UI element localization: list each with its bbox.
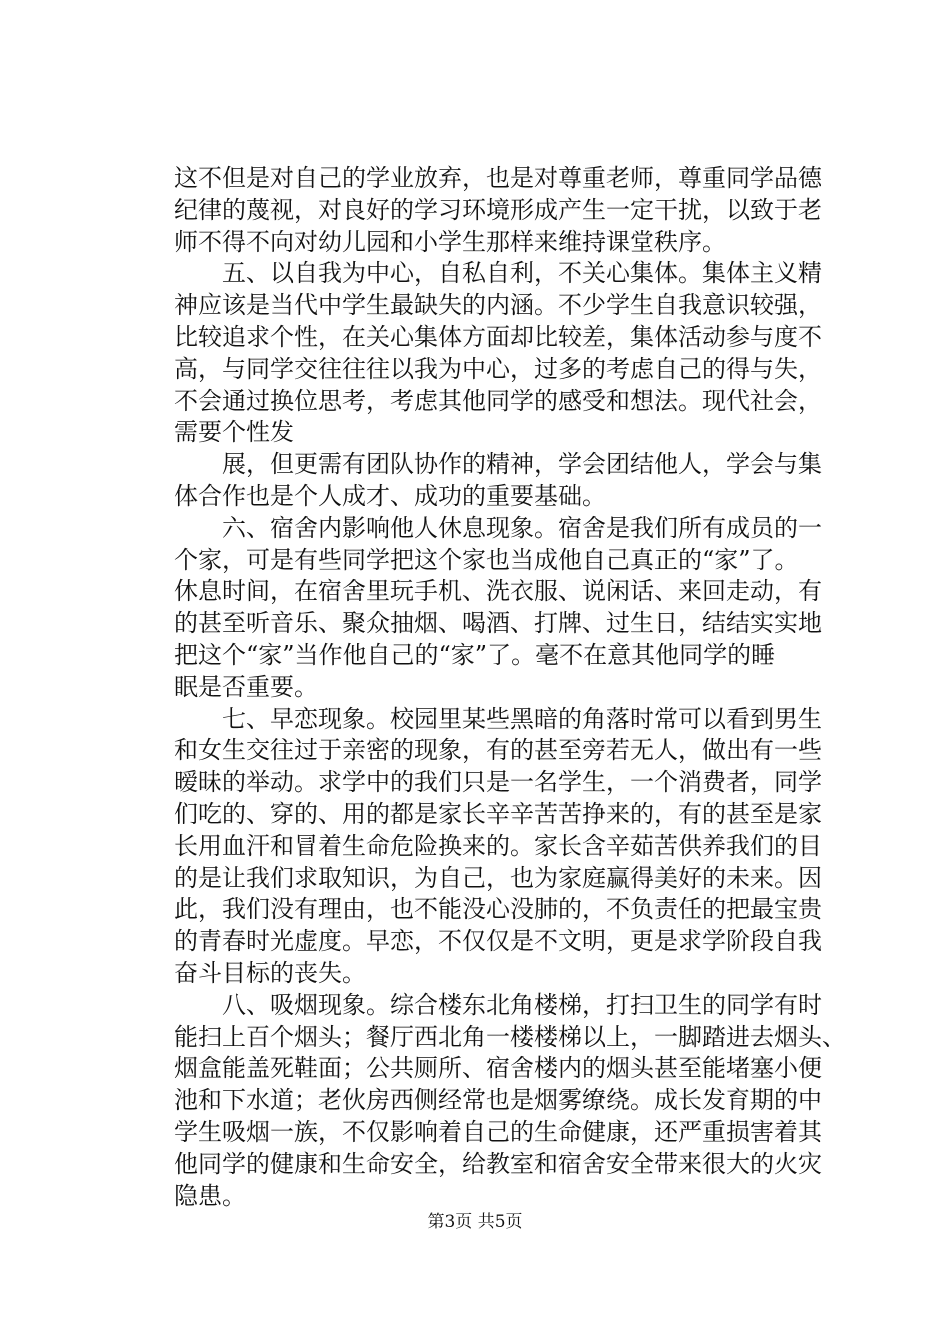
text-line: 的甚至听音乐、聚众抽烟、喝酒、打牌、过生日，结结实实地: [174, 609, 822, 638]
text-line: 个家，可是有些同学把这个家也当成他自己真正的“家”了。: [174, 545, 799, 574]
text-line: 七、早恋现象。校园里某些黑暗的角落时常可以看到男生: [222, 704, 822, 733]
text-line: 的青春时光虚度。早恋，不仅仅是不文明，更是求学阶段自我: [174, 927, 822, 956]
text-line: 神应该是当代中学生最缺失的内涵。不少学生自我意识较强，: [174, 291, 822, 320]
page-footer: 第3页 共5页: [427, 1212, 523, 1232]
text-line: 师不得不向对幼儿园和小学生那样来维持课堂秩序。: [174, 227, 726, 256]
text-line: 这不但是对自己的学业放弃，也是对尊重老师，尊重同学品德: [174, 164, 822, 192]
text-line: 们吃的、穿的、用的都是家长辛辛苦苦挣来的，有的甚至是家: [174, 799, 822, 828]
text-line: 休息时间，在宿舍里玩手机、洗衣服、说闲话、来回走动，有: [174, 577, 822, 606]
text-line: 池和下水道；老伙房西侧经常也是烟雾缭绕。成长发育期的中: [174, 1086, 822, 1115]
text-line: 能扫上百个烟头；餐厅西北角一楼楼梯以上，一脚踏进去烟头、: [174, 1022, 846, 1051]
text-line: 比较追求个性，在关心集体方面却比较差，集体活动参与度不: [174, 322, 822, 351]
text-line: 奋斗目标的丧失。: [174, 958, 366, 987]
text-line: 高，与同学交往往往以我为中心，过多的考虑自己的得与失，: [174, 354, 822, 383]
text-line: 八、吸烟现象。综合楼东北角楼梯，打扫卫生的同学有时: [222, 990, 822, 1019]
text-line: 烟盒能盖死鞋面；公共厕所、宿舍楼内的烟头甚至能堵塞小便: [174, 1054, 822, 1083]
text-line: 暧昧的举动。求学中的我们只是一名学生，一个消费者，同学: [174, 768, 822, 797]
text-line: 长用血汗和冒着生命危险换来的。家长含辛茹苦供养我们的目: [174, 831, 822, 860]
text-line: 展，但更需有团队协作的精神，学会团结他人，学会与集: [222, 450, 822, 479]
text-line: 的是让我们求取知识，为自己，也为家庭赢得美好的未来。因: [174, 863, 822, 892]
text-line: 五、以自我为中心，自私自利，不关心集体。集体主义精: [222, 259, 822, 288]
text-line: 隐患。: [174, 1181, 246, 1210]
text-line: 他同学的健康和生命安全，给教室和宿舍安全带来很大的火灾: [174, 1149, 822, 1178]
text-line: 体合作也是个人成才、成功的重要基础。: [174, 481, 606, 510]
text-line: 需要个性发: [174, 418, 294, 447]
text-line: 把这个“家”当作他自己的“家”了。毫不在意其他同学的睡: [174, 640, 776, 669]
text-line: 此，我们没有理由，也不能没心没肺的，不负责任的把最宝贵: [174, 895, 822, 924]
text-line: 和女生交往过于亲密的现象，有的甚至旁若无人，做出有一些: [174, 736, 822, 765]
text-line: 纪律的蔑视，对良好的学习环境形成产生一定干扰，以致于老: [174, 195, 822, 224]
text-line: 眠是否重要。: [174, 672, 318, 701]
text-line: 六、宿舍内影响他人休息现象。宿舍是我们所有成员的一: [222, 513, 822, 542]
document-body: [174, 163, 864, 1212]
text-line: 学生吸烟一族，不仅影响着自己的生命健康，还严重损害着其: [174, 1117, 822, 1146]
text-line: 不会通过换位思考，考虑其他同学的感受和想法。现代社会，: [174, 386, 822, 415]
